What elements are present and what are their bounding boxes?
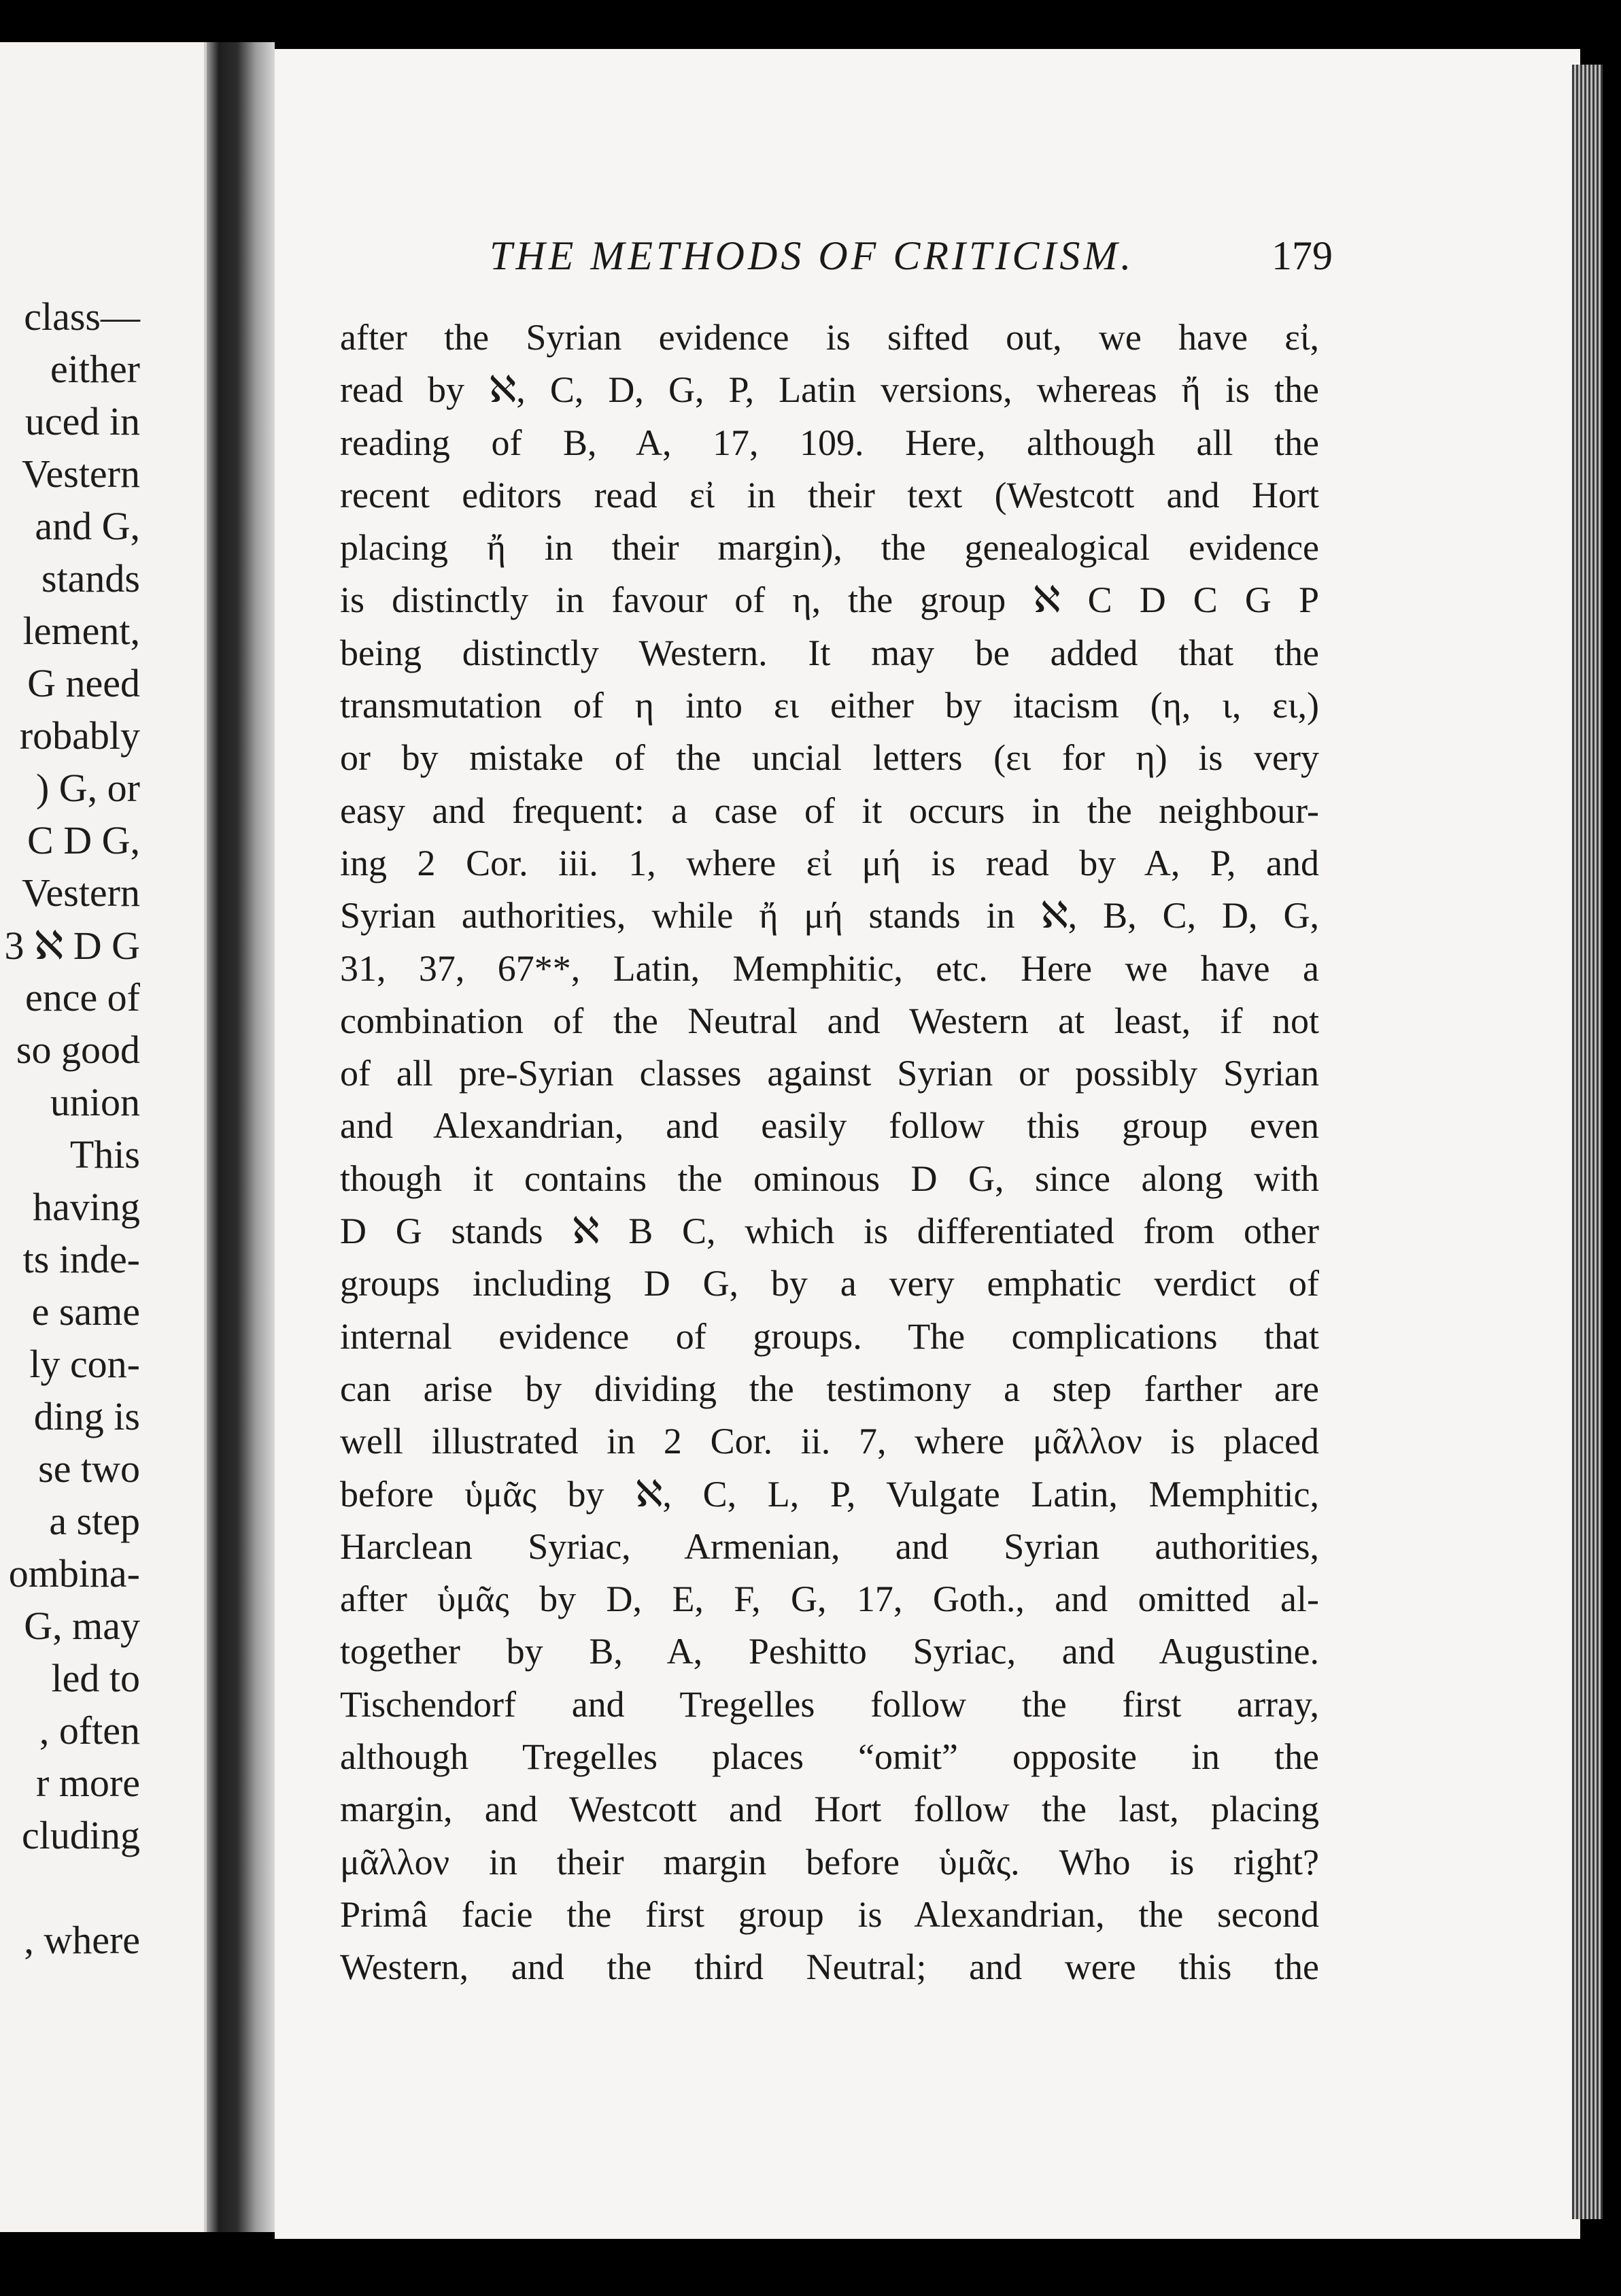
text-line: placing ἤ in their margin), the genealogical evidence (340, 527, 1319, 569)
text-line: groups including D G, by a very emphatic verdict of (340, 1263, 1319, 1304)
text-line: margin, and Westcott and Hort follow the last, placing (340, 1789, 1319, 1830)
facing-page-line: Vestern (22, 452, 140, 496)
text-line: after ὑμᾶς by D, E, F, G, 17, Goth., and omitted al- (340, 1578, 1319, 1620)
facing-page-line: led to (51, 1656, 140, 1700)
text-line: after the Syrian evidence is sifted out, we have εἰ, (340, 317, 1319, 358)
text-line: reading of B, A, 17, 109. Here, although all the (340, 422, 1319, 463)
body-text (340, 311, 1319, 1994)
text-line: together by B, A, Peshitto Syriac, and Augustine. (340, 1631, 1319, 1672)
text-line: of all pre-Syrian classes against Syrian or possibly Syrian (340, 1053, 1319, 1094)
text-line: is distinctly in favour of η, the group ℵ C D C G P (340, 579, 1319, 621)
page-edges (1572, 65, 1603, 2219)
text-line: well illustrated in 2 Cor. ii. 7, where μᾶλλον is placed (340, 1421, 1319, 1462)
facing-page-line: C D G, (27, 818, 140, 862)
text-line: transmutation of η into ει either by itacism (η, ι, ει,) (340, 685, 1319, 726)
text-line: being distinctly Western. It may be added that the (340, 632, 1319, 673)
facing-page-line: , where (24, 1918, 140, 1962)
text-line: μᾶλλον in their margin before ὑμᾶς. Who is right? (340, 1841, 1319, 1883)
facing-page-line: uced in (24, 399, 140, 443)
facing-page-line: 3 ℵ D G (4, 924, 140, 968)
facing-page-line: ding is (33, 1394, 140, 1438)
facing-page-line: either (50, 347, 140, 391)
facing-page-line: and G, (35, 504, 140, 548)
facing-page-line: ence of (24, 975, 140, 1019)
facing-page-line: ombina- (8, 1551, 140, 1596)
text-line: Harclean Syriac, Armenian, and Syrian authorities, (340, 1525, 1319, 1567)
text-line: before ὑμᾶς by ℵ, C, L, P, Vulgate Latin, Memphitic, (340, 1473, 1319, 1515)
text-line: read by ℵ, C, D, G, P, Latin versions, whereas ἤ is the (340, 369, 1319, 411)
text-line: and Alexandrian, and easily follow this group even (340, 1105, 1319, 1147)
text-line: can arise by dividing the testimony a step farther are (340, 1368, 1319, 1409)
text-line: Tischendorf and Tregelles follow the first array, (340, 1683, 1319, 1725)
facing-page-line: having (33, 1185, 140, 1229)
book-gutter (207, 42, 275, 2232)
text-line: combination of the Neutral and Western at least, if not (340, 1000, 1319, 1041)
text-line: Western, and the third Neutral; and were this the (340, 1946, 1319, 1988)
facing-page-line: e same (31, 1289, 140, 1334)
facing-page-line: union (50, 1080, 140, 1124)
text-line: or by mistake of the uncial letters (ει for η) is very (340, 737, 1319, 779)
facing-page-line: ) G, or (35, 766, 140, 810)
facing-page-line: robably (19, 713, 140, 758)
text-line: easy and frequent: a case of it occurs in the neighbour- (340, 790, 1319, 831)
facing-page-line: lement, (22, 609, 140, 653)
facing-page-line: so good (16, 1028, 140, 1072)
facing-page-line: stands (41, 556, 140, 601)
text-line: Primâ facie the first group is Alexandrian, the second (340, 1893, 1319, 1935)
text-line: recent editors read εἰ in their text (Westcott and Hort (340, 474, 1319, 516)
text-line: 31, 37, 67**, Latin, Memphitic, etc. Here we have a (340, 947, 1319, 989)
facing-page-line: G, may (24, 1604, 140, 1648)
text-line: D G stands ℵ B C, which is differentiated from other (340, 1211, 1319, 1252)
text-line: ing 2 Cor. iii. 1, where εἰ μή is read by A, P, and (340, 842, 1319, 883)
facing-page-line: G need (27, 661, 140, 705)
page-header (490, 233, 1333, 280)
page-number: 179 (1272, 233, 1333, 278)
text-line: although Tregelles places “omit” opposite in the (340, 1736, 1319, 1778)
text-line: though it contains the ominous D G, since along with (340, 1158, 1319, 1199)
text-line: internal evidence of groups. The complications that (340, 1315, 1319, 1357)
facing-page-line: cluding (22, 1813, 140, 1857)
facing-page-line: This (69, 1132, 140, 1177)
text-line: Syrian authorities, while ἤ μή stands in ℵ, B, C, D, G, (340, 895, 1319, 936)
facing-page-line: a step (49, 1499, 140, 1543)
facing-page-line: ly con- (29, 1342, 140, 1386)
facing-page-line: r more (36, 1761, 140, 1805)
running-title: THE METHODS OF CRITICISM. (490, 233, 1135, 278)
facing-page-line: class— (24, 294, 140, 339)
facing-page-line: , often (39, 1708, 140, 1753)
facing-page-line: Vestern (22, 871, 140, 915)
facing-page-line: ts inde- (22, 1237, 140, 1281)
facing-page (0, 42, 207, 2232)
facing-page-line: se two (38, 1447, 140, 1491)
